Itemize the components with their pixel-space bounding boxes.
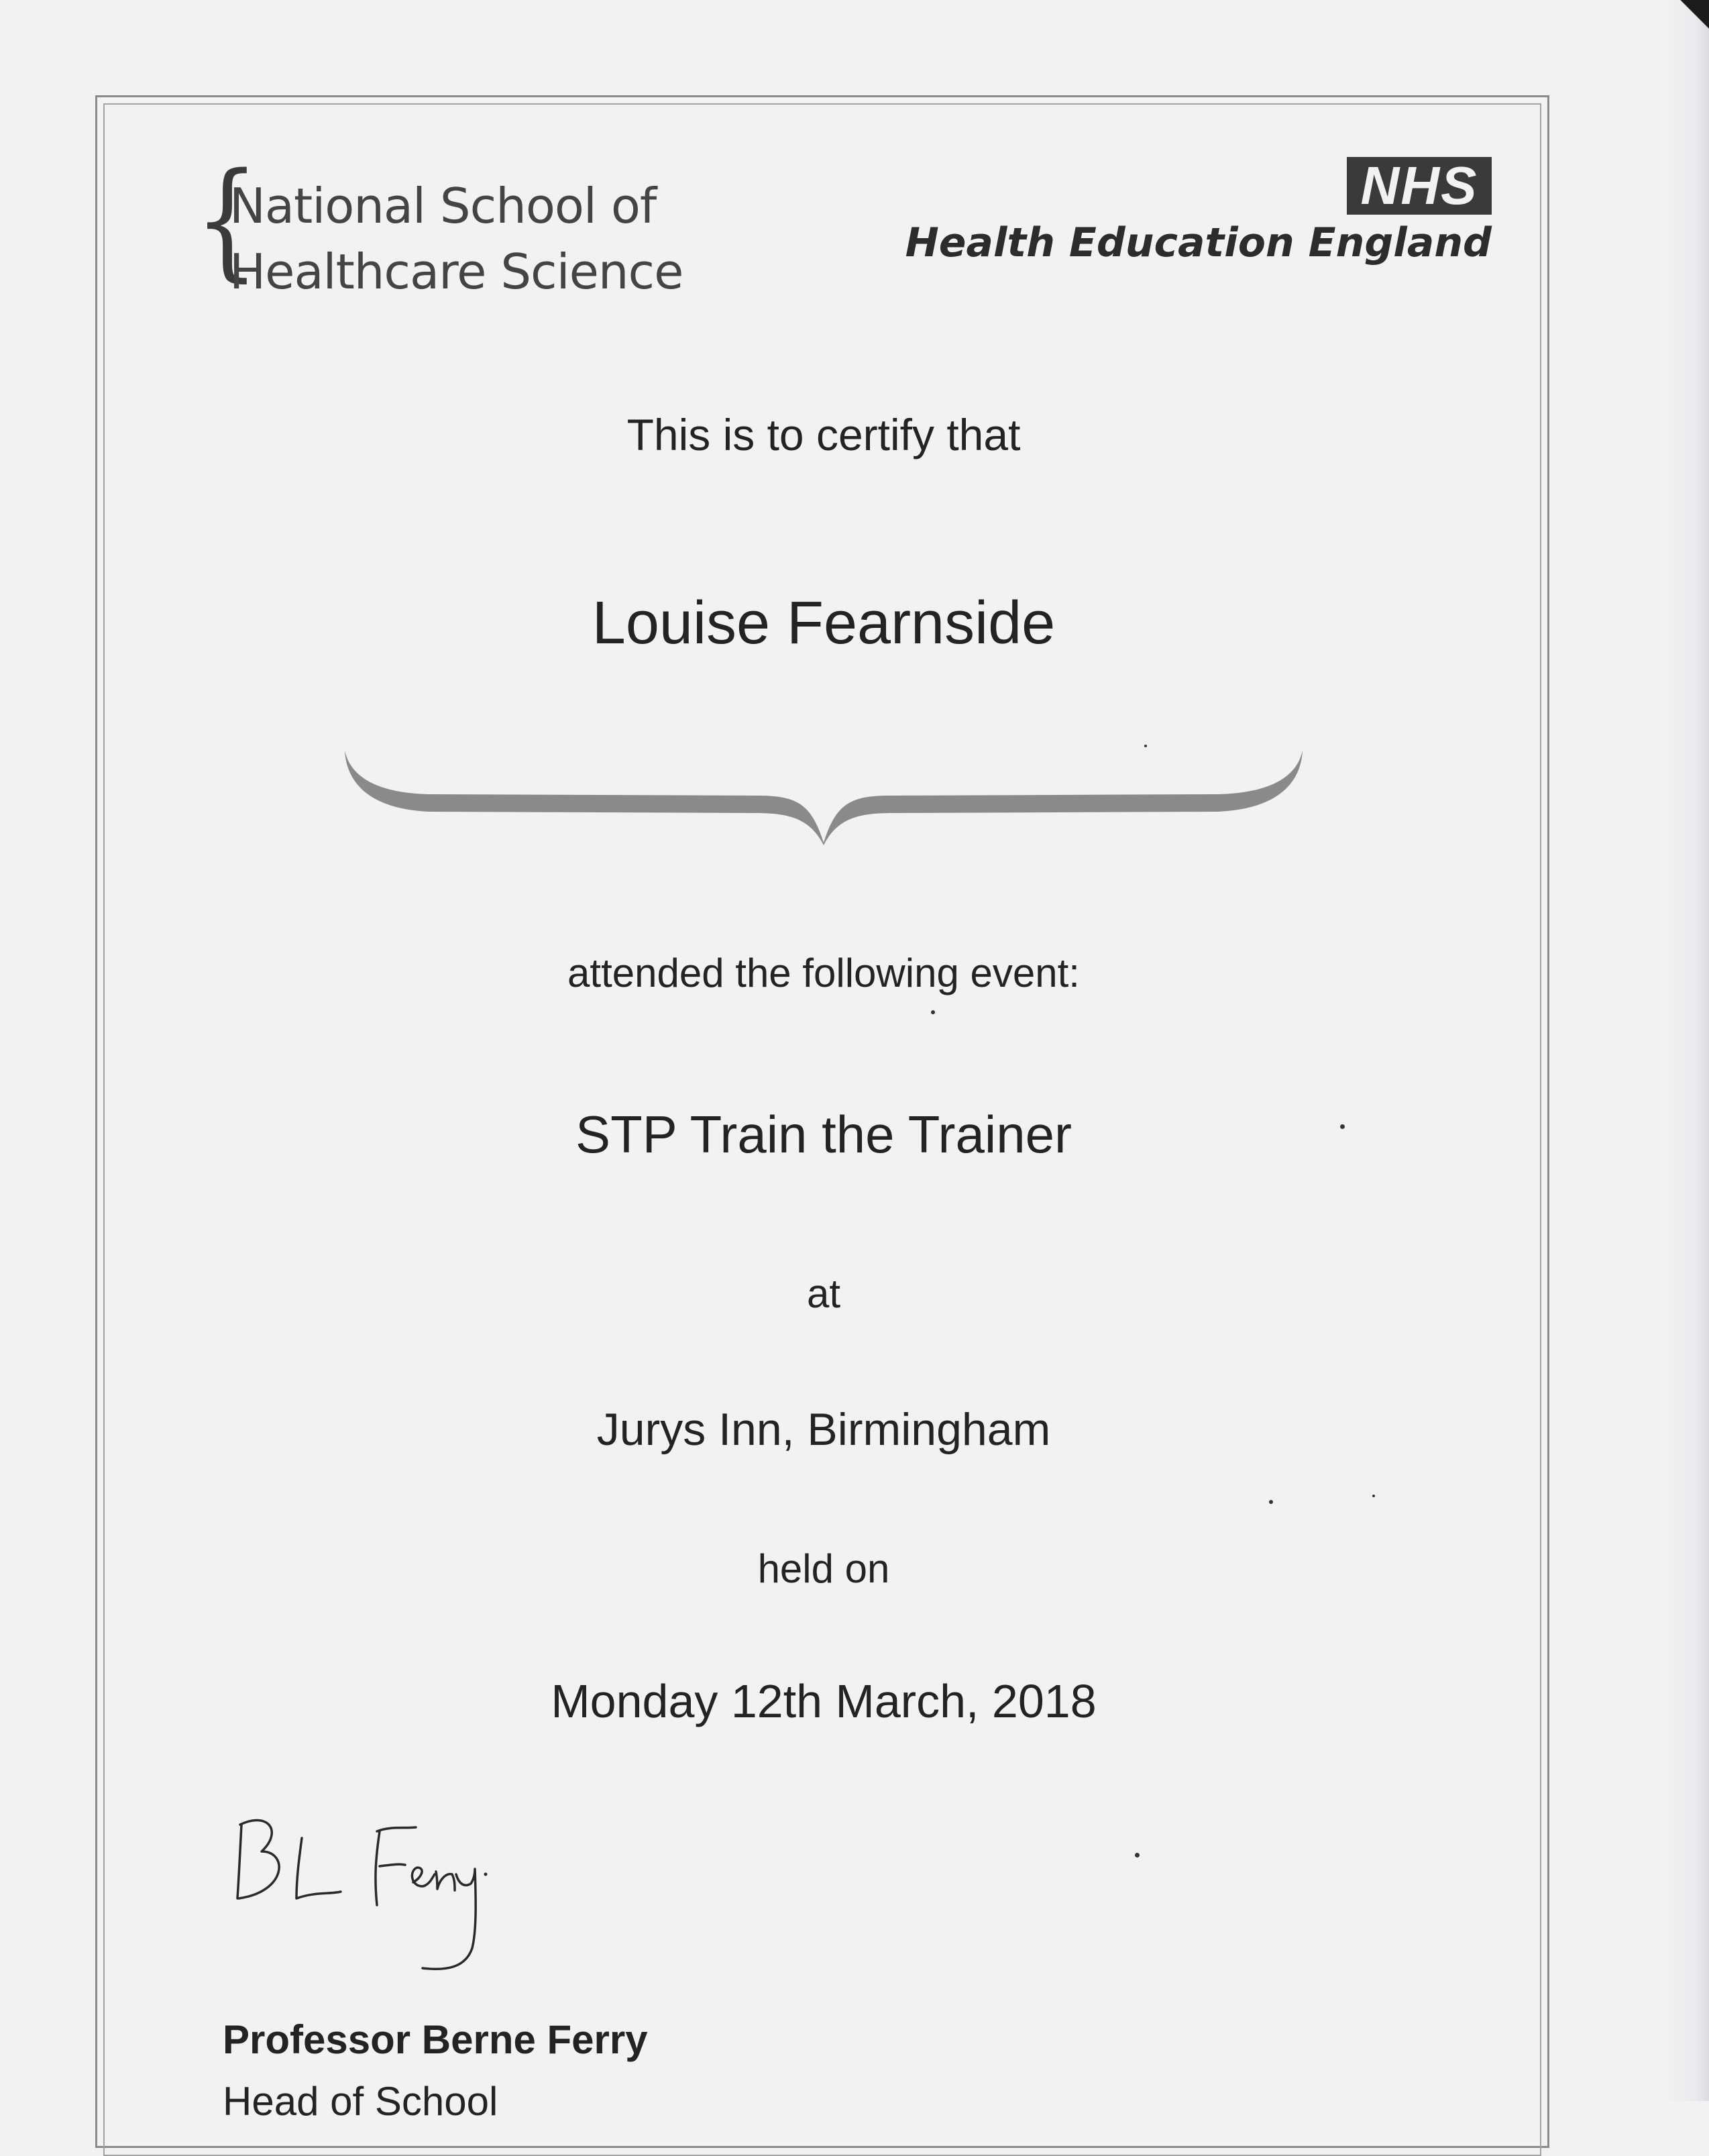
- hee-name: Health Education England: [905, 219, 1492, 266]
- scan-speck: [1269, 1500, 1273, 1504]
- nshcs-brace-mark: {: [195, 146, 260, 294]
- scan-speck: [1340, 1124, 1345, 1129]
- event-name: STP Train the Trainer: [575, 1105, 1072, 1164]
- venue: Jurys Inn, Birmingham: [596, 1404, 1051, 1455]
- nshcs-line-2: Healthcare Science: [229, 244, 683, 300]
- nhs-badge: NHS: [1347, 157, 1492, 215]
- decorative-brace-divider: [342, 745, 1305, 852]
- event-date: Monday 12th March, 2018: [551, 1675, 1097, 1727]
- signatory-role: Head of School: [223, 2079, 498, 2124]
- scan-speck: [931, 1010, 935, 1014]
- nshcs-logo-text: [229, 173, 683, 305]
- scan-speck: [1372, 1495, 1375, 1497]
- recipient-name: Louise Fearnside: [592, 590, 1056, 657]
- scan-edge: [1662, 0, 1709, 2101]
- held-on-text: held on: [757, 1546, 890, 1591]
- at-text: at: [806, 1271, 841, 1316]
- certify-intro: This is to certify that: [626, 410, 1021, 460]
- nshcs-line-1: National School of: [229, 178, 657, 234]
- scan-speck: [1144, 745, 1147, 747]
- handwritten-signature: [221, 1804, 543, 1986]
- scan-corner: [1662, 0, 1709, 47]
- signatory-name: Professor Berne Ferry: [223, 2017, 648, 2062]
- scan-speck: [1135, 1853, 1140, 1857]
- attended-text: attended the following event:: [567, 951, 1080, 995]
